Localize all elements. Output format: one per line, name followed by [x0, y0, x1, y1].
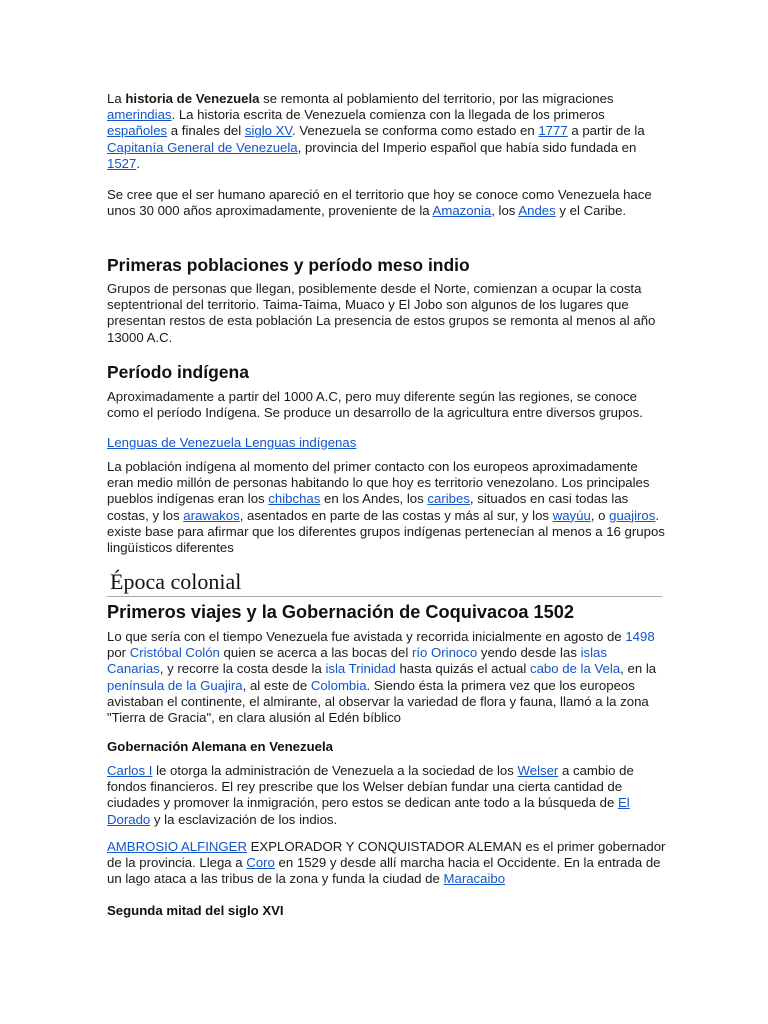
text: a partir de la: [567, 123, 645, 139]
link-caribes[interactable]: caribes: [427, 491, 470, 507]
text: .: [136, 155, 141, 171]
heading-primeras-poblaciones: Primeras poblaciones y período meso indio: [107, 255, 470, 275]
link-arawakos[interactable]: arawakos: [183, 507, 240, 523]
link-lenguas-indigenas[interactable]: Lenguas de Venezuela Lenguas indígenas: [107, 435, 357, 450]
link-chibchas[interactable]: chibchas: [268, 491, 321, 507]
text: EXPLORADOR Y CONQUISTADOR ALEMAN es el primer gobernador de la provincia. Llega a: [107, 839, 666, 871]
text: , y recorre la costa desde la: [159, 661, 326, 677]
text: La: [107, 91, 126, 106]
text: hasta quizás el actual: [395, 661, 530, 677]
text: quien se acerca a las bocas del: [219, 645, 412, 661]
intro-paragraph-2: [107, 187, 667, 219]
heading-epoca-colonial: Época colonial: [110, 569, 242, 594]
link-amazonia[interactable]: Amazonia: [432, 203, 492, 219]
paragraph-poblacion-indigena: [107, 459, 667, 556]
text: . Siendo ésta la primera vez que los europeos avistaban el continente, el almirante, al observar la variedad de flora y fauna, llamó a la zona "Tierra de Gracia", en clara alusión al Edén bíblico: [107, 677, 649, 726]
link-peninsula-guajira[interactable]: península de la Guajira: [107, 677, 243, 693]
text: , los: [491, 203, 519, 219]
link-siglo-xv[interactable]: siglo XV: [244, 123, 293, 139]
text: , asentados en parte de las costas y más al sur, y los: [239, 507, 553, 523]
link-1777[interactable]: 1777: [538, 123, 568, 139]
text: a cambio de fondos financieros. El rey prescribe que los Welser debían fundar una cierta cantidad de ciudades y promover la inmigración, pero estos se dedican ante todo a la búsqueda de: [107, 763, 634, 811]
text: y la esclavización de los indios.: [150, 811, 338, 827]
link-welser[interactable]: Welser: [517, 763, 559, 778]
link-lenguas-de-venezuela-paragraph: [107, 435, 667, 451]
link-amerindias[interactable]: amerindias: [107, 107, 172, 123]
paragraph-primeros-viajes: [107, 629, 667, 726]
link-cristobal-colon[interactable]: Cristóbal Colón: [129, 645, 220, 661]
bold-term: historia de Venezuela: [125, 91, 260, 106]
link-guajiros[interactable]: guajiros: [609, 507, 656, 523]
text: La población indígena al momento del primer contacto con los europeos aproximadamente eran medio millón de personas habitando lo que hoy es territorio venezolano. Los principales pueblos indígenas eran los: [107, 459, 650, 507]
text: , provincia del Imperio español que había sido fundada en: [297, 139, 637, 155]
heading-segunda-mitad: Segunda mitad del siglo XVI: [107, 903, 284, 918]
text: en los Andes, los: [320, 491, 428, 507]
link-espanoles[interactable]: españoles: [107, 123, 168, 139]
link-isla-trinidad[interactable]: isla Trinidad: [325, 661, 396, 677]
link-coro[interactable]: Coro: [246, 855, 275, 871]
paragraph-ambrosio-alfinger: [107, 839, 667, 888]
heading-primeros-viajes: Primeros viajes y la Gobernación de Coquivacoa 1502: [107, 602, 575, 622]
text: Se cree que el ser humano apareció en el territorio que hoy se conoce como Venezuela hace unos 30 000 años aproximadamente, proveniente de la: [107, 187, 652, 219]
intro-paragraph: [107, 91, 667, 172]
text: . La historia escrita de Venezuela comienza con la llegada de los primeros: [171, 107, 605, 123]
text: , al este de: [242, 677, 311, 693]
text: , o: [590, 507, 610, 523]
paragraph-gobernacion-alemana: [107, 763, 667, 828]
text: por: [107, 645, 130, 661]
text: . existe base para afirmar que los diferentes grupos indígenas pertenecían al menos a 16 grupos lingüísticos diferentes: [107, 507, 665, 556]
text: y el Caribe.: [555, 203, 627, 219]
text: le otorga la administración de Venezuela a la sociedad de los: [152, 763, 518, 778]
link-1527[interactable]: 1527: [107, 155, 137, 171]
text: , en la: [620, 661, 657, 677]
link-carlos-i[interactable]: Carlos I: [107, 763, 153, 778]
link-cabo-de-la-vela[interactable]: cabo de la Vela: [529, 661, 621, 677]
text: . Venezuela se conforma como estado en: [292, 123, 539, 139]
link-rio-orinoco[interactable]: río Orinoco: [411, 645, 478, 661]
link-islas-canarias[interactable]: islas Canarias: [107, 645, 607, 677]
link-colombia[interactable]: Colombia: [310, 677, 367, 693]
link-andes[interactable]: Andes: [518, 203, 556, 219]
text: Lo que sería con el tiempo Venezuela fue avistada y recorrida inicialmente en agosto de: [107, 629, 626, 644]
paragraph-periodo-indigena: Aproximadamente a partir del 1000 A.C, pero muy diferente según las regiones, se conoce como el período Indígena. Se produce un desarrollo de la agricultura entre diversos grupos.: [107, 389, 643, 421]
text: yendo desde las: [477, 645, 581, 661]
link-ambrosio-alfinger[interactable]: AMBROSIO ALFINGER: [107, 839, 247, 854]
heading-divider: [107, 596, 662, 597]
paragraph-primeras-poblaciones: Grupos de personas que llegan, posiblemente desde el Norte, comienzan a ocupar la costa septentrional del territorio. Taima-Taima, Muaco y El Jobo son algunos de los lugares que presentan restos de esta población La presencia de estos grupos se remonta al menos al año 13000 A.C.: [107, 281, 656, 345]
heading-periodo-indigena: Período indígena: [107, 362, 249, 382]
text: se remonta al poblamiento del territorio, por las migraciones: [259, 91, 614, 106]
text: en 1529 y desde allí marcha hacia el Occidente. En la entrada de un lago ataca a las tribus de la zona y funda la ciudad de: [107, 855, 661, 887]
heading-gobernacion-alemana: Gobernación Alemana en Venezuela: [107, 739, 333, 754]
link-1498[interactable]: 1498: [625, 629, 655, 644]
link-wayuu[interactable]: wayúu: [552, 507, 591, 523]
text: , situados en casi todas las costas, y los: [107, 491, 629, 523]
text: a finales del: [167, 123, 245, 139]
link-capitania-general[interactable]: Capitanía General de Venezuela: [107, 139, 298, 155]
link-el-dorado[interactable]: El Dorado: [107, 795, 630, 827]
link-maracaibo[interactable]: Maracaibo: [443, 871, 506, 887]
